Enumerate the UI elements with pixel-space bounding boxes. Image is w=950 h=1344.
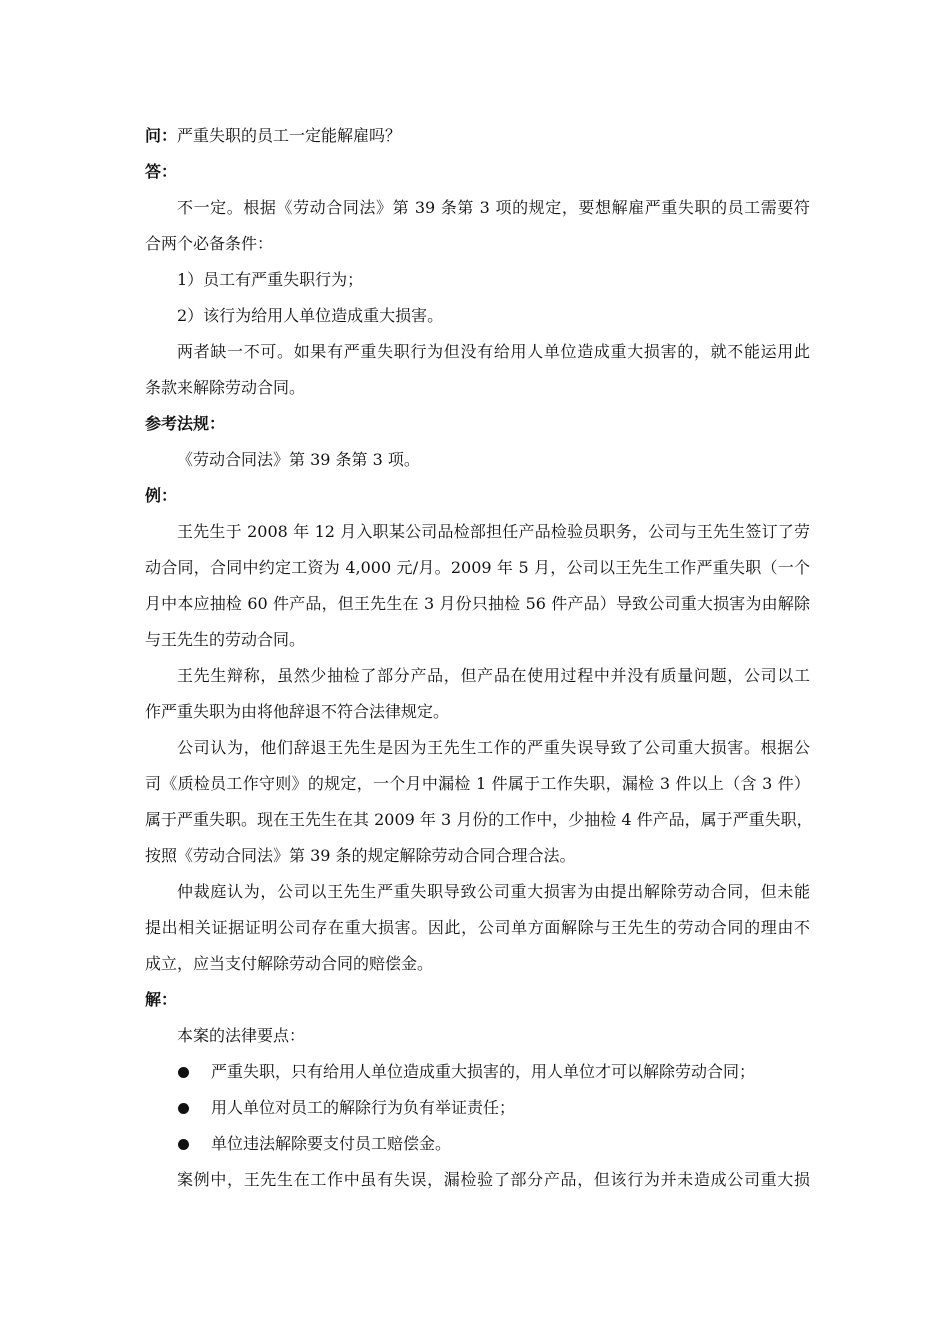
condition-1: 1）员工有严重失职行为； [177, 270, 364, 289]
reference-label: 参考法规： [145, 414, 226, 433]
example-p3-line2: 司《质检员工作守则》的规定，一个月中漏检 1 件属于工作失职，漏检 3 件以上（含 3 件） [145, 774, 810, 793]
bullet-text: 单位违法解除要支付员工赔偿金。 [211, 1134, 452, 1153]
document-body [145, 118, 813, 1198]
bullet-text: 严重失职，只有给用人单位造成重大损害的，用人单位才可以解除劳动合同； [211, 1062, 756, 1081]
example-p1-line3: 月中本应抽检 60 件产品，但王先生在 3 月份只抽检 56 件产品）导致公司重大损害为由解除 [145, 594, 810, 613]
example-p4-line3: 成立，应当支付解除劳动合同的赔偿金。 [145, 954, 434, 973]
example-p1-line1: 王先生于 2008 年 12 月入职某公司品检部担任产品检验员职务，公司与王先生签订了劳 [177, 522, 810, 541]
bullet-item [145, 1126, 810, 1162]
solution-last-line: 案例中，王先生在工作中虽有失误，漏检验了部分产品，但该行为并未造成公司重大损 [177, 1170, 810, 1189]
example-p1-line2: 动合同，合同中约定工资为 4,000 元/月。2009 年 5 月，公司以王先生工作严重失职（一个 [145, 558, 810, 577]
example-p4-line1: 仲裁庭认为，公司以王先生严重失职导致公司重大损害为由提出解除劳动合同，但未能 [177, 882, 810, 901]
bullet-text: 用人单位对员工的解除行为负有举证责任； [211, 1098, 516, 1117]
answer-label: 答： [145, 162, 178, 181]
answer-p1-line1: 不一定。根据《劳动合同法》第 39 条第 3 项的规定，要想解雇严重失职的员工需要符 [177, 198, 810, 217]
example-label: 例： [145, 486, 178, 505]
example-p3-line1: 公司认为，他们辞退王先生是因为王先生工作的严重失误导致了公司重大损害。根据公 [177, 738, 810, 757]
example-p1-line4: 与王先生的劳动合同。 [145, 630, 306, 649]
reference-text: 《劳动合同法》第 39 条第 3 项。 [177, 450, 420, 469]
question-text: 严重失职的员工一定能解雇吗？ [177, 126, 402, 145]
example-p2-line2: 作严重失职为由将他辞退不符合法律规定。 [145, 702, 450, 721]
bullet-dot-icon [178, 1067, 189, 1078]
question-line [145, 118, 810, 154]
condition-2: 2）该行为给用人单位造成重大损害。 [177, 306, 444, 325]
question-label: 问： [145, 126, 178, 145]
bullet-item [145, 1054, 810, 1090]
example-p3-line4: 按照《劳动合同法》第 39 条的规定解除劳动合同合理合法。 [145, 846, 576, 865]
answer-p2-line1: 两者缺一不可。如果有严重失职行为但没有给用人单位造成重大损害的，就不能运用此 [177, 342, 810, 361]
answer-p2-line2: 条款来解除劳动合同。 [145, 378, 306, 397]
answer-p1-line2: 合两个必备条件： [145, 234, 274, 253]
solution-intro: 本案的法律要点： [177, 1026, 306, 1045]
example-p4-line2: 提出相关证据证明公司存在重大损害。因此，公司单方面解除与王先生的劳动合同的理由不 [145, 918, 810, 937]
bullet-dot-icon [178, 1139, 189, 1150]
bullet-dot-icon [178, 1103, 189, 1114]
example-p2-line1: 王先生辩称，虽然少抽检了部分产品，但产品在使用过程中并没有质量问题，公司以工 [177, 666, 810, 685]
solution-label: 解： [145, 990, 178, 1009]
bullet-item [145, 1090, 810, 1126]
example-p3-line3: 属于严重失职。现在王先生在其 2009 年 3 月份的工作中，少抽检 4 件产品，属于严重失职， [145, 810, 813, 829]
